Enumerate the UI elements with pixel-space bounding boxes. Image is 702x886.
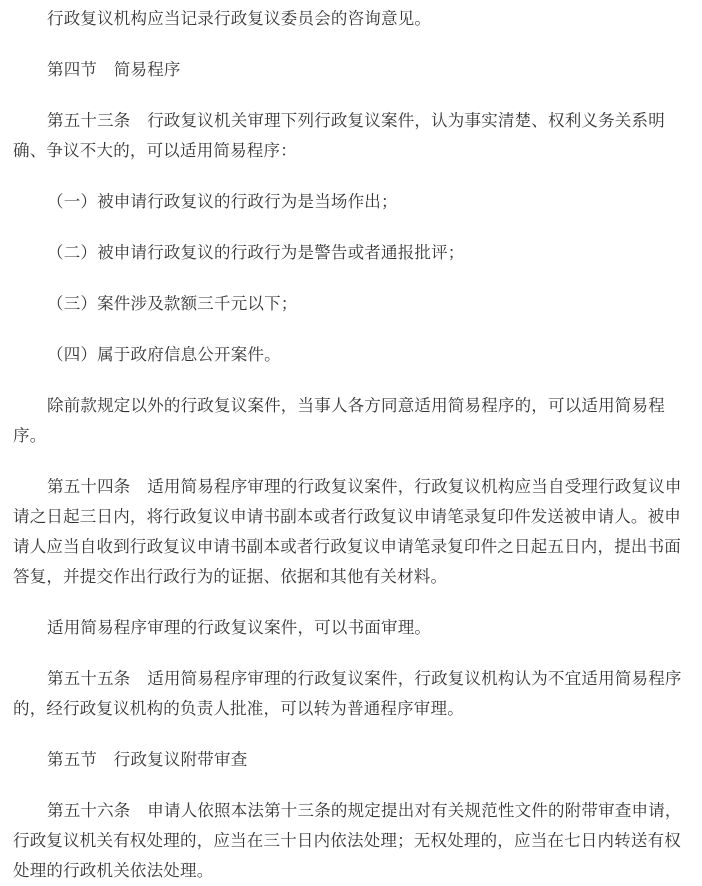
article-53-item-1: （一）被申请行政复议的行政行为是当场作出； bbox=[47, 192, 398, 211]
article-53-item-4: （四）属于政府信息公开案件。 bbox=[47, 345, 281, 364]
article-54-clause-2: 适用简易程序审理的行政复议案件，可以书面审理。 bbox=[47, 618, 432, 637]
article-53-item-2: （二）被申请行政复议的行政行为是警告或者通报批评； bbox=[47, 243, 465, 262]
paragraph-consultation-record: 行政复议机构应当记录行政复议委员会的咨询意见。 bbox=[47, 9, 432, 28]
article-53-clause-2: 除前款规定以外的行政复议案件，当事人各方同意适用简易程序的，可以适用简易程序。 bbox=[13, 396, 665, 445]
document-body bbox=[13, 0, 691, 886]
article-54: 第五十四条 适用简易程序审理的行政复议案件，行政复议机构应当自受理行政复议申请之日起三日内，将行政复议申请书副本或者行政复议申请笔录复印件发送被申请人。被申请人应当自收到行政复议申请书副本或者行政复议申请笔录复印件之日起五日内，提出书面答复，并提交作出行政行为的证据、依据和其他有关材料。 bbox=[13, 477, 682, 586]
article-53-item-3: （三）案件涉及款额三千元以下； bbox=[47, 294, 298, 313]
section-heading-simple-procedure: 第四节 简易程序 bbox=[47, 60, 181, 79]
article-53: 第五十三条 行政复议机关审理下列行政复议案件，认为事实清楚、权利义务关系明确、争议不大的，可以适用简易程序： bbox=[13, 111, 665, 160]
article-56: 第五十六条 申请人依照本法第十三条的规定提出对有关规范性文件的附带审查申请，行政复议机关有权处理的，应当在三十日内依法处理；无权处理的，应当在七日内转送有权处理的行政机关依法处理。 bbox=[13, 801, 682, 880]
section-heading-incidental-review: 第五节 行政复议附带审查 bbox=[47, 750, 248, 769]
article-55: 第五十五条 适用简易程序审理的行政复议案件，行政复议机构认为不宜适用简易程序的，经行政复议机构的负责人批准，可以转为普通程序审理。 bbox=[13, 669, 682, 718]
